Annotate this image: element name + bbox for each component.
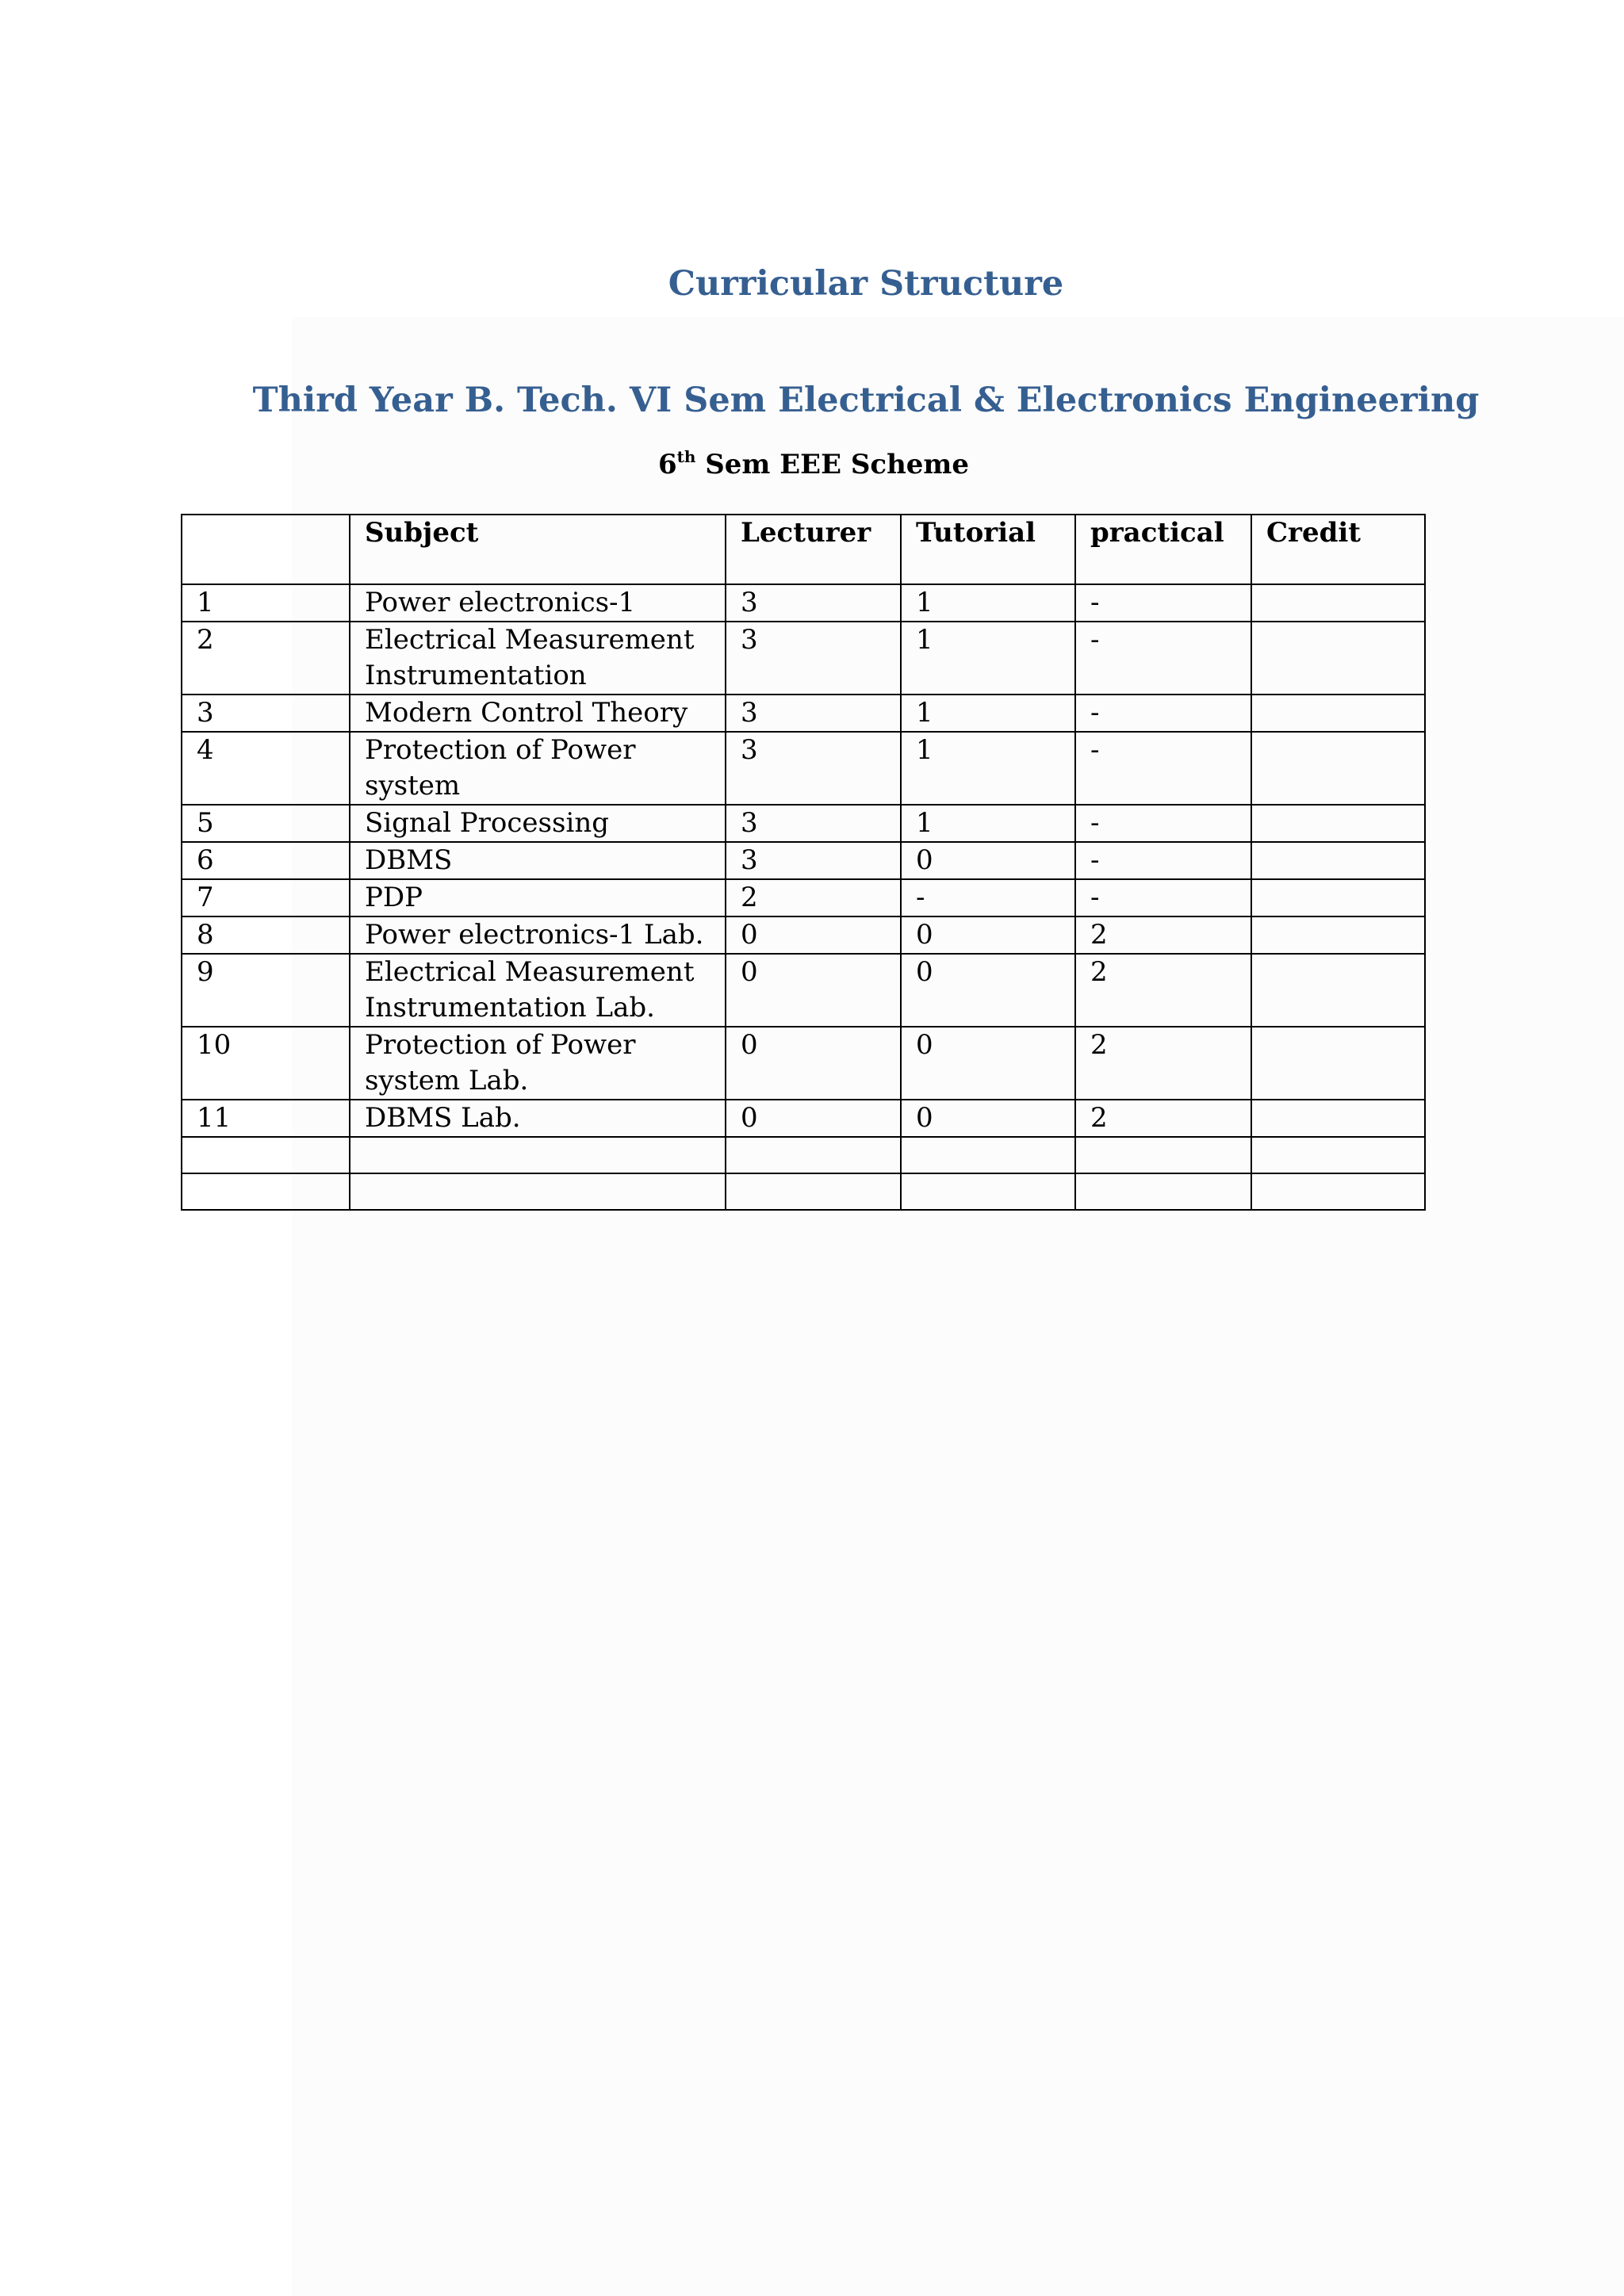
cell-subject (350, 584, 726, 622)
cell-tutorial: 0 (901, 1027, 1075, 1100)
cell-credit (1251, 805, 1425, 842)
cell-lecturer (726, 1173, 901, 1210)
table-row (182, 1137, 1425, 1173)
cell-subject (350, 879, 726, 916)
cell-number: 7 (182, 879, 350, 916)
subject-line: Electrical Measurement (365, 956, 695, 988)
cell-credit (1251, 916, 1425, 954)
cell-number: 3 (182, 695, 350, 732)
subject-line: Protection of Power (365, 734, 636, 766)
cell-subject (350, 732, 726, 805)
cell-subject (350, 622, 726, 695)
table-row (182, 805, 1425, 842)
cell-subject (350, 916, 726, 954)
table-row (182, 732, 1425, 805)
table-row (182, 622, 1425, 695)
cell-credit (1251, 1027, 1425, 1100)
header-practical: practical (1075, 515, 1251, 584)
subject-line: Power electronics-1 (365, 587, 636, 618)
cell-credit (1251, 695, 1425, 732)
cell-credit (1251, 879, 1425, 916)
header-subject: Subject (350, 515, 726, 584)
cell-practical: - (1075, 695, 1251, 732)
cell-practical: - (1075, 842, 1251, 879)
table-row (182, 954, 1425, 1027)
cell-practical (1075, 1137, 1251, 1173)
cell-practical: - (1075, 805, 1251, 842)
cell-tutorial: - (901, 879, 1075, 916)
cell-tutorial: 0 (901, 842, 1075, 879)
subject-line: PDP (365, 882, 423, 913)
table-body (182, 584, 1425, 1210)
table-header-row (182, 515, 1425, 584)
page-subtitle: Third Year B. Tech. VI Sem Electrical & Electronics Engineering (252, 381, 1480, 420)
scheme-table (181, 514, 1426, 1211)
scheme-caption (2, 446, 1624, 484)
cell-lecturer: 2 (726, 879, 901, 916)
cell-tutorial: 1 (901, 805, 1075, 842)
cell-practical: 2 (1075, 1100, 1251, 1137)
cell-credit (1251, 954, 1425, 1027)
cell-lecturer: 3 (726, 732, 901, 805)
header-number (182, 515, 350, 584)
cell-lecturer: 0 (726, 1100, 901, 1137)
cell-lecturer: 0 (726, 916, 901, 954)
cell-tutorial: 1 (901, 622, 1075, 695)
table-row (182, 1173, 1425, 1210)
cell-subject (350, 842, 726, 879)
cell-number: 5 (182, 805, 350, 842)
header-tutorial: Tutorial (901, 515, 1075, 584)
subject-line: Instrumentation Lab. (365, 992, 655, 1024)
table-row (182, 695, 1425, 732)
cell-subject (350, 1027, 726, 1100)
table-row (182, 584, 1425, 622)
cell-subject (350, 695, 726, 732)
cell-subject (350, 954, 726, 1027)
cell-practical: - (1075, 622, 1251, 695)
cell-lecturer: 3 (726, 622, 901, 695)
cell-practical: - (1075, 732, 1251, 805)
cell-credit (1251, 1100, 1425, 1137)
subject-line: Modern Control Theory (365, 697, 688, 729)
cell-credit (1251, 1137, 1425, 1173)
header-credit: Credit (1251, 515, 1425, 584)
cell-number: 1 (182, 584, 350, 622)
cell-credit (1251, 732, 1425, 805)
cell-lecturer: 3 (726, 584, 901, 622)
table-row (182, 1027, 1425, 1100)
cell-number (182, 1173, 350, 1210)
subject-line: Instrumentation (365, 660, 587, 691)
subject-line: DBMS Lab. (365, 1102, 521, 1134)
cell-subject (350, 805, 726, 842)
cell-practical: - (1075, 879, 1251, 916)
cell-credit (1251, 622, 1425, 695)
cell-tutorial: 1 (901, 732, 1075, 805)
cell-subject (350, 1100, 726, 1137)
cell-number: 4 (182, 732, 350, 805)
cell-number: 10 (182, 1027, 350, 1100)
cell-lecturer: 3 (726, 842, 901, 879)
cell-lecturer: 0 (726, 1027, 901, 1100)
cell-lecturer: 0 (726, 954, 901, 1027)
subject-line: system Lab. (365, 1065, 529, 1096)
table-row (182, 916, 1425, 954)
cell-number: 2 (182, 622, 350, 695)
cell-tutorial: 1 (901, 695, 1075, 732)
cell-lecturer: 3 (726, 695, 901, 732)
cell-lecturer: 3 (726, 805, 901, 842)
cell-subject (350, 1137, 726, 1173)
cell-number: 8 (182, 916, 350, 954)
cell-credit (1251, 1173, 1425, 1210)
cell-practical: 2 (1075, 1027, 1251, 1100)
cell-tutorial: 1 (901, 584, 1075, 622)
cell-number: 11 (182, 1100, 350, 1137)
cell-practical: 2 (1075, 954, 1251, 1027)
cell-subject (350, 1173, 726, 1210)
cell-lecturer (726, 1137, 901, 1173)
cell-number: 9 (182, 954, 350, 1027)
subject-line: Electrical Measurement (365, 624, 695, 656)
cell-practical: - (1075, 584, 1251, 622)
cell-practical: 2 (1075, 916, 1251, 954)
table-row (182, 879, 1425, 916)
subject-line: Signal Processing (365, 807, 609, 839)
subject-line: Power electronics-1 Lab. (365, 919, 704, 951)
table-row (182, 1100, 1425, 1137)
cell-credit (1251, 842, 1425, 879)
scheme-text: Sem EEE Scheme (695, 449, 970, 480)
subject-line: DBMS (365, 844, 453, 876)
scheme-number: 6 (657, 449, 677, 480)
cell-credit (1251, 584, 1425, 622)
cell-number (182, 1137, 350, 1173)
cell-number: 6 (182, 842, 350, 879)
page-title: Curricular Structure (668, 264, 1064, 304)
cell-tutorial: 0 (901, 954, 1075, 1027)
cell-tutorial: 0 (901, 916, 1075, 954)
scheme-superscript: th (676, 447, 696, 466)
table-row (182, 842, 1425, 879)
header-lecturer: Lecturer (726, 515, 901, 584)
cell-tutorial (901, 1137, 1075, 1173)
cell-tutorial (901, 1173, 1075, 1210)
subject-line: Protection of Power (365, 1029, 636, 1061)
cell-practical (1075, 1173, 1251, 1210)
subject-line: system (365, 770, 461, 802)
cell-tutorial: 0 (901, 1100, 1075, 1137)
